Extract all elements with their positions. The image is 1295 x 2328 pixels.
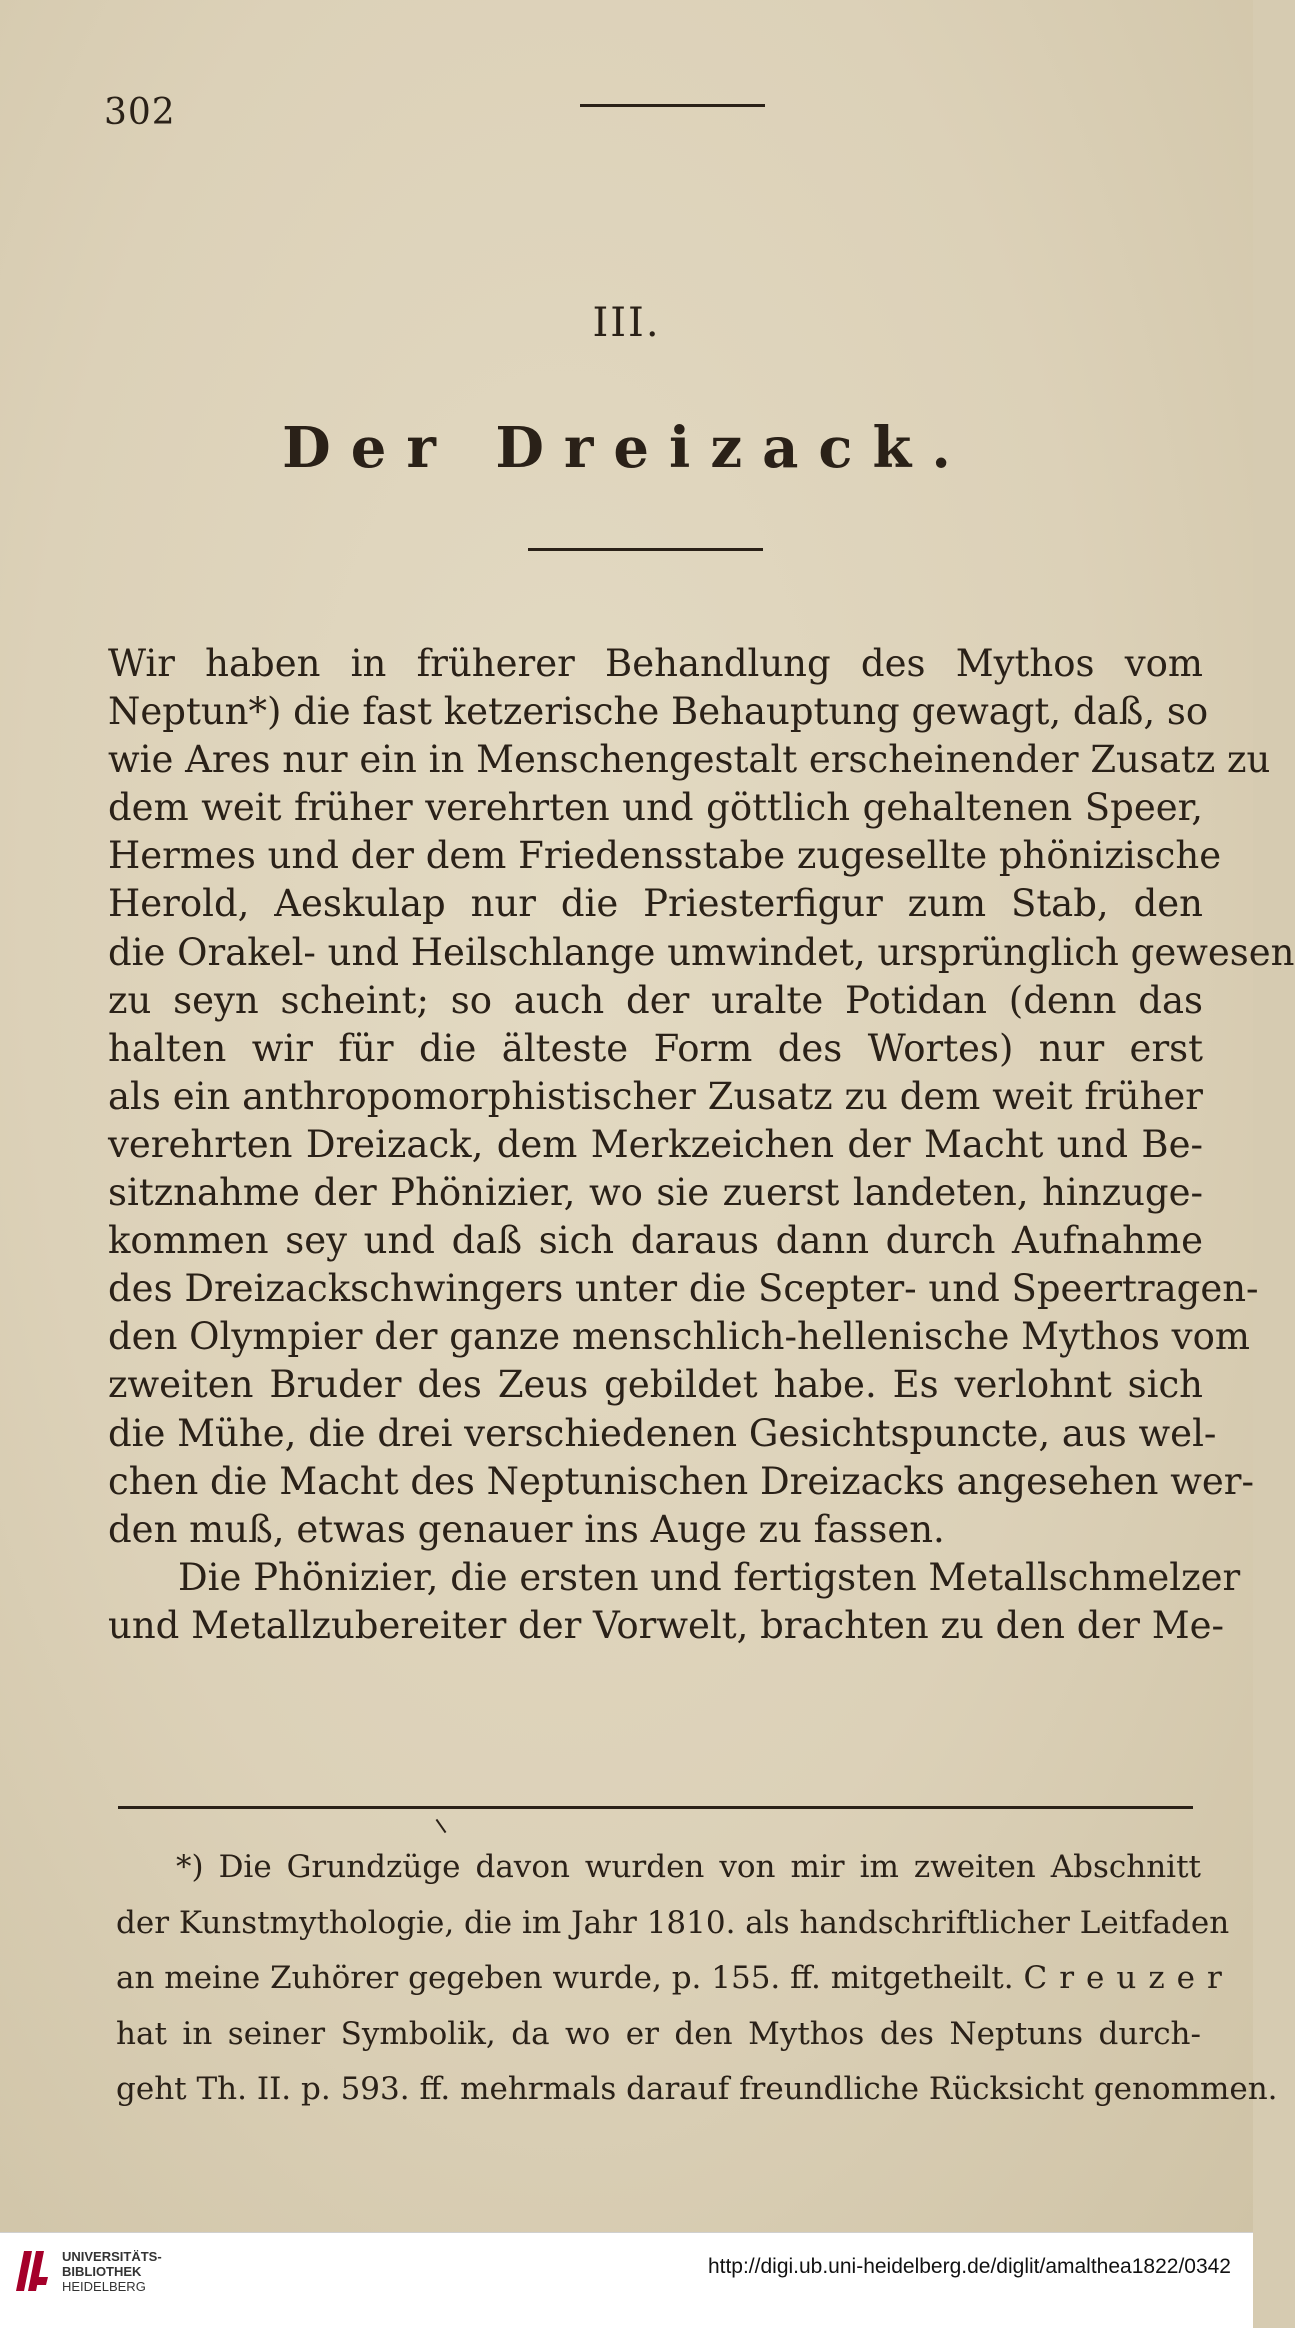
author-name: Creuzer	[1023, 1960, 1234, 1996]
library-name-line: BIBLIOTHEK	[62, 2264, 142, 2279]
text-line: zweiten Bruder des Zeus gebildet habe. Es verlohnt sich	[108, 1363, 1203, 1407]
library-name-line: HEIDELBERG	[62, 2279, 146, 2294]
chapter-title: Der Dreizack.	[282, 415, 971, 481]
text-line: den muß, etwas genauer ins Auge zu fassen.	[108, 1507, 945, 1551]
text-line: kommen sey und daß sich daraus dann durch Aufnahme	[108, 1219, 1203, 1263]
text-line: die Orakel- und Heilschlange umwindet, ursprünglich gewesen	[108, 930, 1295, 974]
text-line: sitznahme der Phönizier, wo sie zuerst landeten, hinzuge-	[108, 1171, 1203, 1215]
text-line: verehrten Dreizack, dem Merkzeichen der Macht und Be-	[108, 1122, 1203, 1166]
text-line: wie Ares nur ein in Menschengestalt erscheinender Zusatz zu	[108, 738, 1271, 782]
library-name-line: UNIVERSITÄTS-	[62, 2249, 162, 2264]
text-line: halten wir für die älteste Form des Wortes) nur erst	[108, 1026, 1203, 1070]
chapter-numeral: III.	[592, 300, 661, 346]
page-number: 302	[104, 92, 176, 133]
text-line: Herold, Aeskulap nur die Priesterfigur zum Stab, den	[108, 882, 1203, 926]
text-line: Wir haben in früherer Behandlung des Mythos vom	[108, 642, 1203, 685]
source-url-link[interactable]: http://digi.ub.uni-heidelberg.de/diglit/amalthea1822/0342	[707, 2255, 1231, 2278]
title-rule	[528, 548, 763, 551]
university-logo-icon	[14, 2247, 50, 2293]
footnote	[116, 1840, 1278, 2118]
text-line: des Dreizackschwingers unter die Scepter- und Speertragen-	[108, 1267, 1259, 1311]
header-rule	[580, 104, 765, 107]
text-line: zu seyn scheint; so auch der uralte Potidan (denn das	[108, 978, 1203, 1022]
text-line: chen die Macht des Neptunischen Dreizacks angesehen wer-	[108, 1459, 1254, 1503]
footnote-line: geht Th. II. p. 593. ff. mehrmals darauf freundliche Rücksicht genommen.	[116, 2071, 1278, 2107]
library-name	[62, 2249, 162, 2294]
text-line: die Mühe, die drei verschiedenen Gesichtspuncte, aus wel-	[108, 1411, 1217, 1455]
text-line: als ein anthropomorphistischer Zusatz zu dem weit früher	[108, 1074, 1203, 1118]
text-line: Neptun*) die fast ketzerische Behauptung gewagt, daß, so	[108, 690, 1209, 734]
footnote-text: an meine Zuhörer gegeben wurde, p. 155. ff. mitgetheilt.	[116, 1960, 1014, 1996]
text-line: den Olympier der ganze menschlich-hellenische Mythos vom	[108, 1315, 1250, 1359]
footnote-line: der Kunstmythologie, die im Jahr 1810. als handschriftlicher Leitfaden	[116, 1904, 1230, 1941]
footnote-rule	[118, 1806, 1193, 1809]
footnote-line	[116, 1951, 1234, 2007]
text-line: und Metallzubereiter der Vorwelt, brachten zu den der Me-	[108, 1603, 1225, 1647]
text-line: Die Phönizier, die ersten und fertigsten Metallschmelzer	[178, 1555, 1241, 1599]
text-line: dem weit früher verehrten und göttlich gehaltenen Speer,	[108, 786, 1203, 830]
body-text	[108, 640, 1295, 1650]
footnote-mark	[436, 1819, 447, 1833]
footnote-line: *) Die Grundzüge davon wurden von mir im zweiten Abschnitt	[176, 1849, 1201, 1885]
footnote-line: hat in seiner Symbolik, da wo er den Mythos des Neptuns durch-	[116, 2015, 1201, 2052]
footer-bar	[0, 2232, 1253, 2328]
text-line: Hermes und der dem Friedensstabe zugesellte phönizische	[108, 834, 1222, 878]
